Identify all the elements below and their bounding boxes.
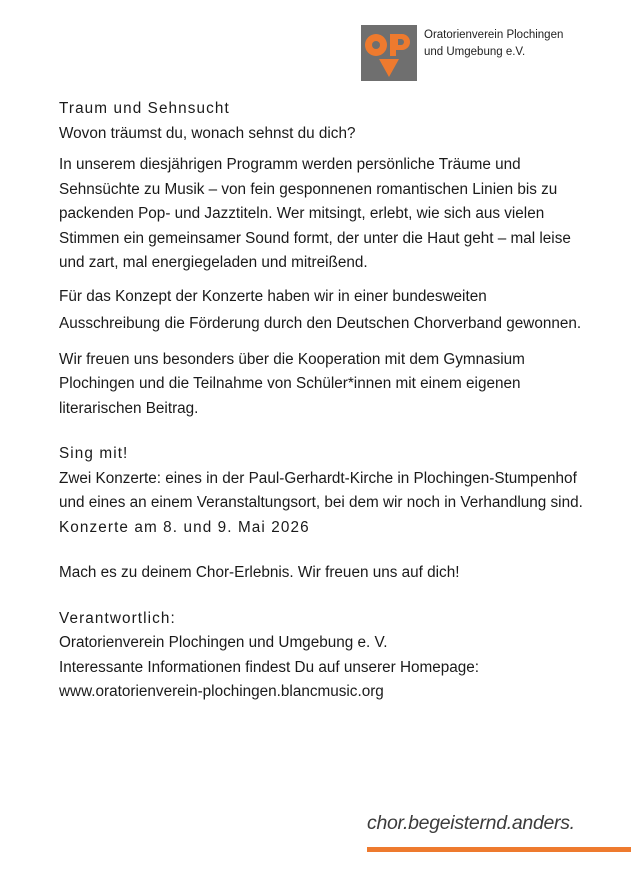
concerts-description: Zwei Konzerte: eines in der Paul-Gerhardt-Kirche in Plochingen-Stumpenhof und eines an einem Veranstaltungsort, bei dem wir noch in Verhandlung sind. <box>59 469 583 511</box>
org-logo <box>361 25 417 81</box>
ovp-logo-icon <box>361 25 417 81</box>
section-title-responsible: Verantwortlich: <box>59 609 176 627</box>
org-name <box>424 27 563 61</box>
concert-dates: Konzerte am 8. und 9. Mai 2026 <box>59 518 310 536</box>
intro-paragraph-funding: Für das Konzept der Konzerte haben wir in einer bundesweiten Ausschreibung die Förderung durch den Deutschen Chorverband gewonnen. <box>59 287 582 332</box>
section-title-dream: Traum und Sehnsucht <box>59 100 230 117</box>
intro-paragraph-cooperation: Wir freuen uns besonders über die Kooperation mit dem Gymnasium Plochingen und die Teilnahme von Schüler*innen mit einem eigenen literarischen Beitrag. <box>59 350 525 417</box>
org-name-line2: und Umgebung e.V. <box>424 46 526 58</box>
flyer-content <box>59 97 589 705</box>
orange-divider-bar <box>367 847 631 852</box>
invitation-text: Mach es zu deinem Chor-Erlebnis. Wir freuen uns auf dich! <box>59 564 460 581</box>
intro-subtitle: Wovon träumst du, wonach sehnst du dich? <box>59 124 356 142</box>
org-name-line1: Oratorienverein Plochingen <box>424 29 564 41</box>
homepage-info: Interessante Informationen findest Du auf unserer Homepage: <box>59 658 480 676</box>
section-title-sing: Sing mit! <box>59 445 129 462</box>
homepage-url: www.oratorienverein-plochingen.blancmusic.org <box>59 683 384 700</box>
intro-paragraph-program: In unserem diesjährigen Programm werden persönliche Träume und Sehnsüchte zu Musik – von fein gesponnenen romantischen Linien bis zu packenden Pop- und Jazztiteln. Wer mitsingt, erlebt, wie sich aus vielen Stimmen ein gemeinsamer Sound formt, der unter die Haut geht – mal leise und zart, mal energiegeladen und mitreißend. <box>59 156 571 271</box>
slogan: chor.begeisternd.anders. <box>367 812 575 834</box>
responsible-org: Oratorienverein Plochingen und Umgebung e. V. <box>59 634 388 651</box>
